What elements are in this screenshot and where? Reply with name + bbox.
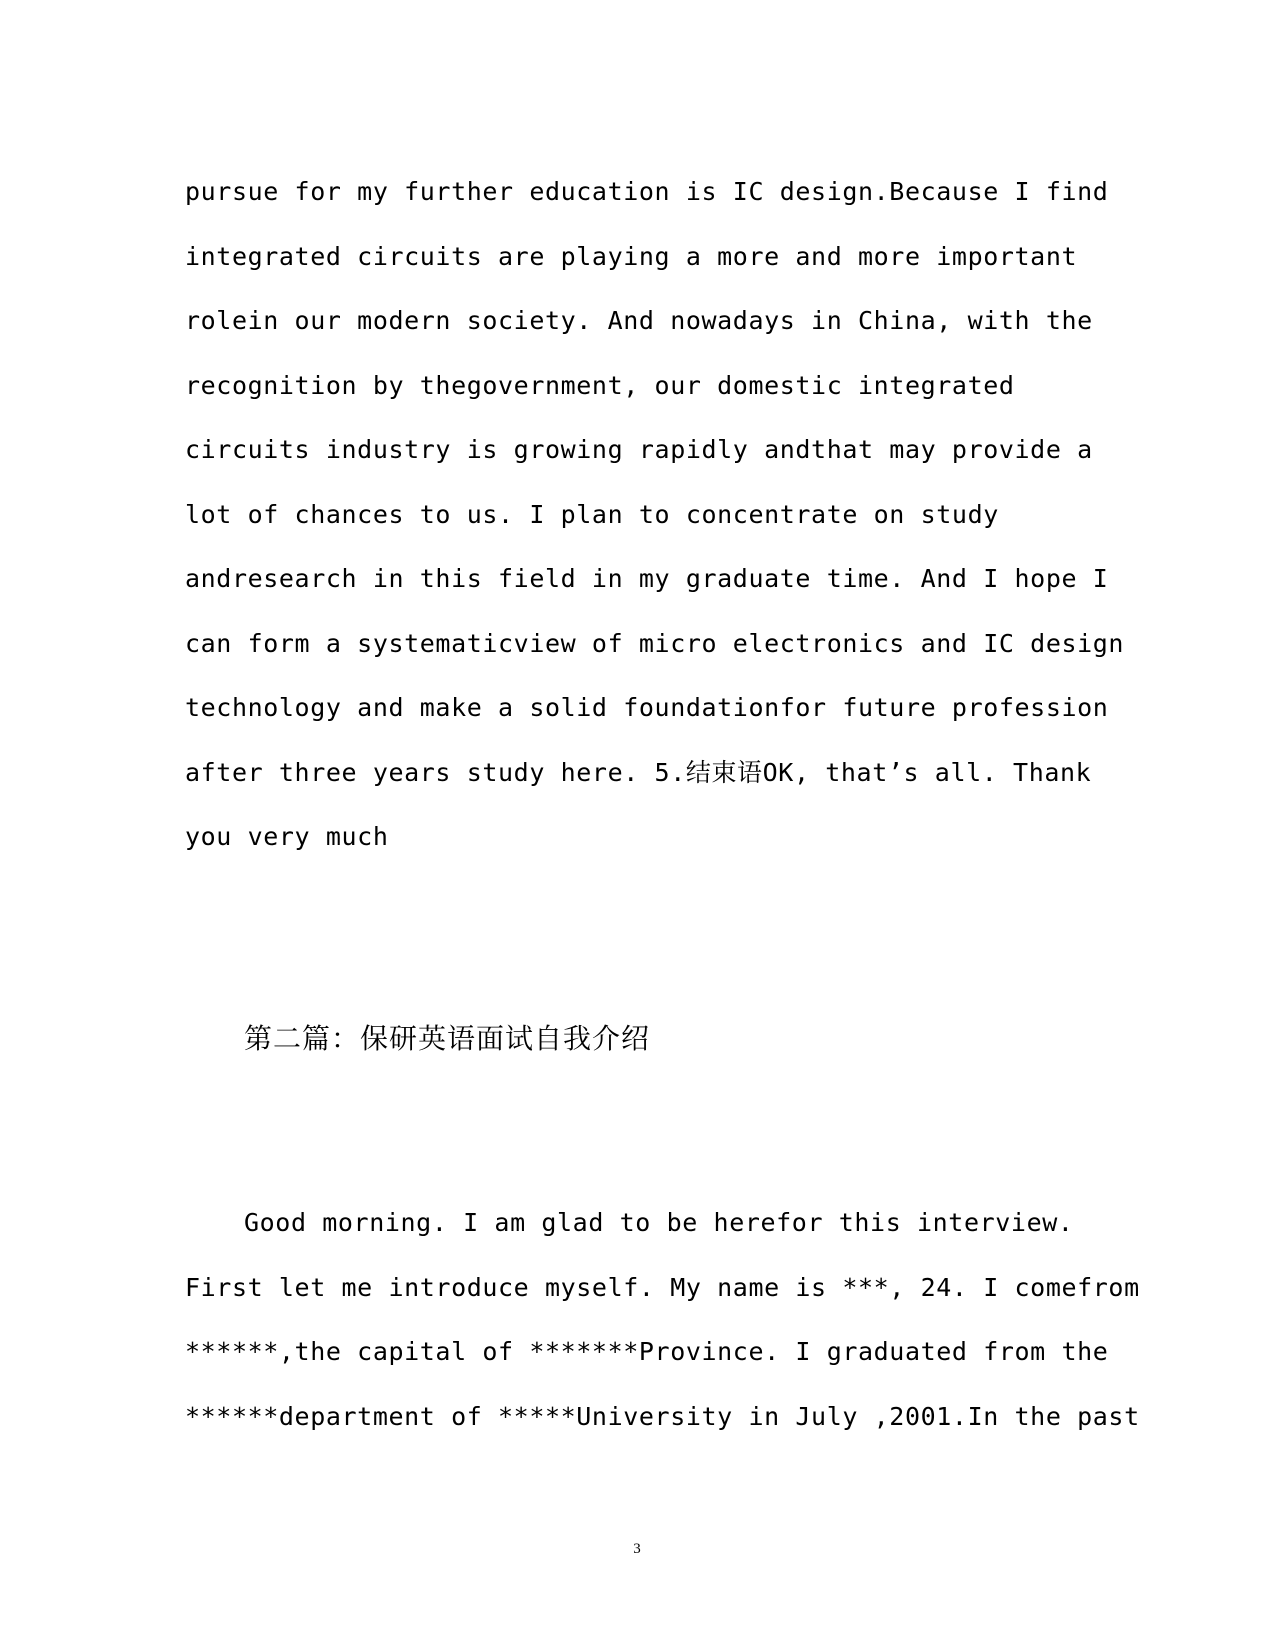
text-line: lot of chances to us. I plan to concentrate on study (185, 500, 999, 529)
text-line: rolein our modern society. And nowadays in China, with the (185, 306, 1093, 335)
text-line: ******,the capital of *******Province. I graduated from the (185, 1337, 1109, 1366)
text-line: after three years study here. 5.结束语OK, that’s all. Thank (185, 758, 1092, 787)
text-line: technology and make a solid foundationfor future profession (185, 693, 1109, 722)
text-line: Good morning. I am glad to be herefor this interview. (244, 1208, 1074, 1237)
text-line: pursue for my further education is IC design.Because I find (185, 177, 1109, 206)
text-line: recognition by thegovernment, our domestic integrated (185, 371, 1015, 400)
text-line: andresearch in this field in my graduate time. And I hope I (185, 564, 1109, 593)
text-line: integrated circuits are playing a more and more important (185, 242, 1078, 271)
section-heading: 第二篇：保研英语面试自我介绍 (244, 1022, 651, 1055)
page-number: 3 (633, 1541, 641, 1557)
text-line: you very much (185, 822, 389, 851)
text-line: ******department of *****University in July ,2001.In the past (185, 1402, 1140, 1431)
text-line: First let me introduce myself. My name is ***, 24. I comefrom (185, 1273, 1140, 1302)
text-line: can form a systematicview of micro electronics and IC design (185, 629, 1125, 658)
text-line: circuits industry is growing rapidly andthat may provide a (185, 435, 1093, 464)
